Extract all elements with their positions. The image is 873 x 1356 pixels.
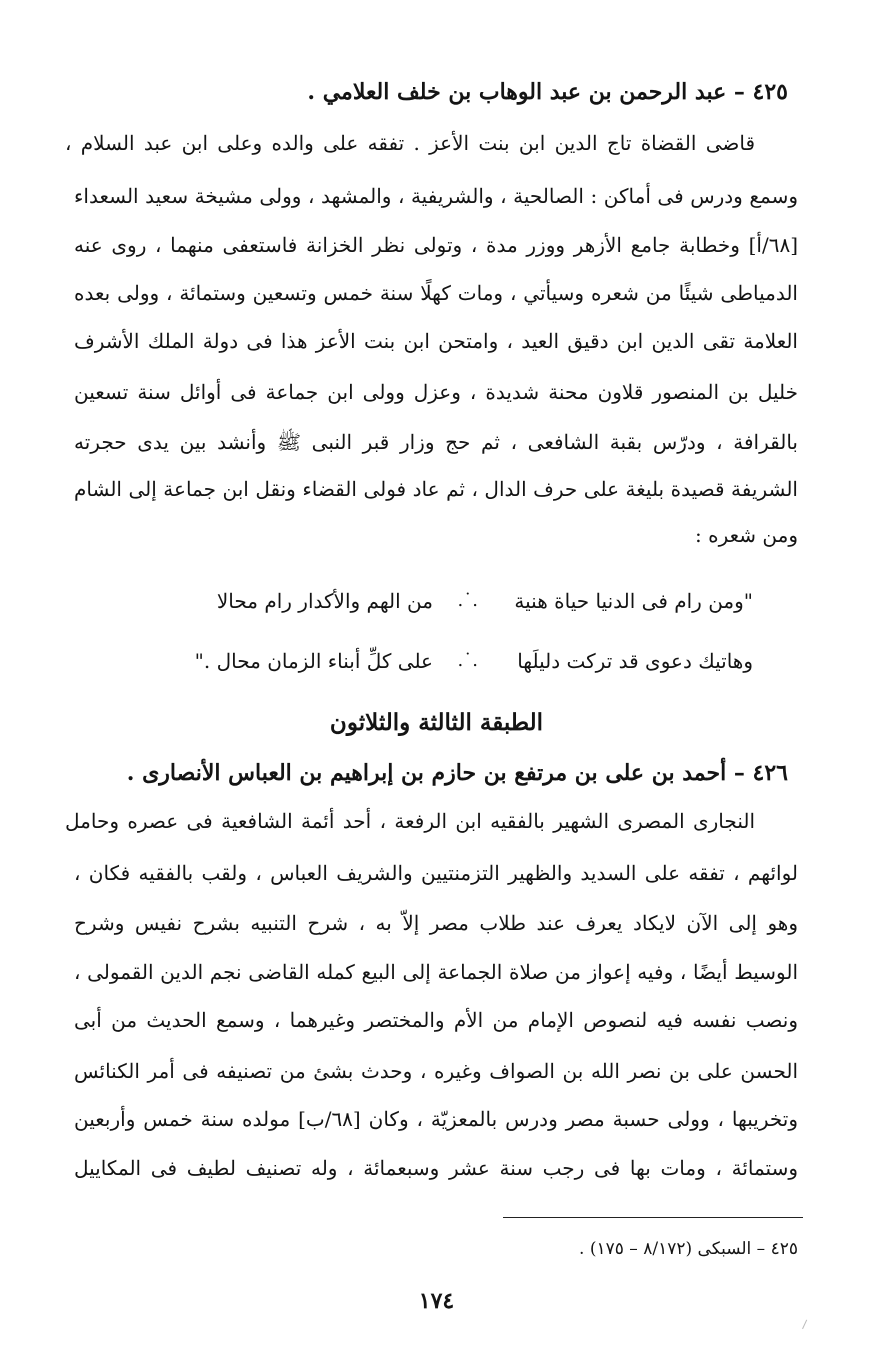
entry-426-line: ونصب نفسه فيه لنصوص الإمام من الأم والمختصر وغيرهما ، وسمع الحديث من أبى: [74, 1008, 798, 1032]
entry-425-line: ومن شعره :: [695, 523, 798, 547]
entry-426-heading: ٤٢٦ – أحمد بن على بن مرتفع بن حازم بن إبراهيم بن العباس الأنصارى .: [126, 760, 788, 786]
entry-425-line: خليل بن المنصور قلاون محنة شديدة ، وعزل وولى ابن جماعة فى أوائل سنة تسعين: [74, 380, 798, 404]
verse-separator: .˙.: [457, 650, 478, 671]
entry-426-line: الوسيط أيضًا ، وفيه إعواز من صلاة الجماعة إلى البيع كمله القاضى نجم الدين القمولى ،: [74, 960, 798, 984]
entry-425-line: الشريفة قصيدة بليغة على حرف الدال ، ثم عاد فولى القضاء ونقل ابن جماعة إلى الشام: [74, 477, 798, 501]
entry-426-line: لوائهم ، تفقه على السديد والظهير التزمنتيين والشريف العباس ، ولقب بالفقيه فكان ،: [74, 861, 798, 885]
entry-425-line: العلامة تقى الدين ابن دقيق العيد ، وامتحن ابن بنت الأعز هذا فى دولة الملك الأشرف: [74, 329, 798, 353]
entry-426-line: النجارى المصرى الشهير بالفقيه ابن الرفعة ، أحد أئمة الشافعية فى عصره وحامل: [65, 809, 755, 833]
verse-separator: .˙.: [457, 590, 478, 611]
verse-hemistich: وهاتيك دعوى قد تركت دليلَها: [517, 649, 753, 673]
entry-425-line: قاضى القضاة تاج الدين ابن بنت الأعز . تفقه على والده وعلى ابن عبد السلام ،: [65, 131, 755, 155]
entry-425-line: وسمع ودرس فى أماكن : الصالحية ، والشريفية ، والمشهد ، وولى مشيخة سعيد السعداء: [74, 184, 798, 208]
footnote-divider: [503, 1217, 803, 1218]
entry-426-line: وهو إلى الآن لايكاد يعرف عند طلاب مصر إلاّ به ، شرح التنبيه بشرح نفيس وشرح: [74, 911, 798, 935]
entry-426-line: الحسن على بن نصر الله بن الصواف وغيره ، وحدث بشئ من تصنيفه فى أمر الكنائس: [74, 1059, 798, 1083]
entry-425-line: الدمياطى شيئًا من شعره وسيأتي ، ومات كهلًا سنة خمس وتسعين وستمائة ، وولى بعده: [74, 281, 798, 305]
footnote: ٤٢٥ – السبكى (٨/١٧٢ – ١٧٥) .: [579, 1239, 798, 1259]
section-title: الطبقة الثالثة والثلاثون: [329, 709, 544, 736]
entry-425-heading: ٤٢٥ – عبد الرحمن بن عبد الوهاب بن خلف العلامي .: [307, 79, 788, 105]
entry-426-line: وستمائة ، ومات بها فى رجب سنة عشر وسبعمائة ، وله تصنيف لطيف فى المكاييل: [74, 1156, 798, 1180]
verse-hemistich: على كلِّ أبناء الزمان محال .": [194, 649, 433, 673]
verse-hemistich: من الهم والأكدار رام محالا: [216, 589, 433, 613]
page-number: ١٧٤: [418, 1288, 455, 1314]
scan-mark: [802, 1320, 810, 1331]
verse-hemistich: "ومن رام فى الدنيا حياة هنية: [514, 589, 753, 613]
entry-425-line: [٦٨/أ] وخطابة جامع الأزهر ووزر مدة ، وتولى نظر الخزانة فاستعفى منهما ، روى عنه: [74, 233, 798, 257]
entry-426-line: وتخريبها ، وولى حسبة مصر ودرس بالمعزيّة ، وكان [٦٨/ب] مولده سنة خمس وأربعين: [74, 1107, 798, 1131]
entry-425-line: بالقرافة ، ودرّس بقبة الشافعى ، ثم حج وزار قبر النبى ﷺ وأنشد بين يدى حجرته: [74, 430, 798, 454]
